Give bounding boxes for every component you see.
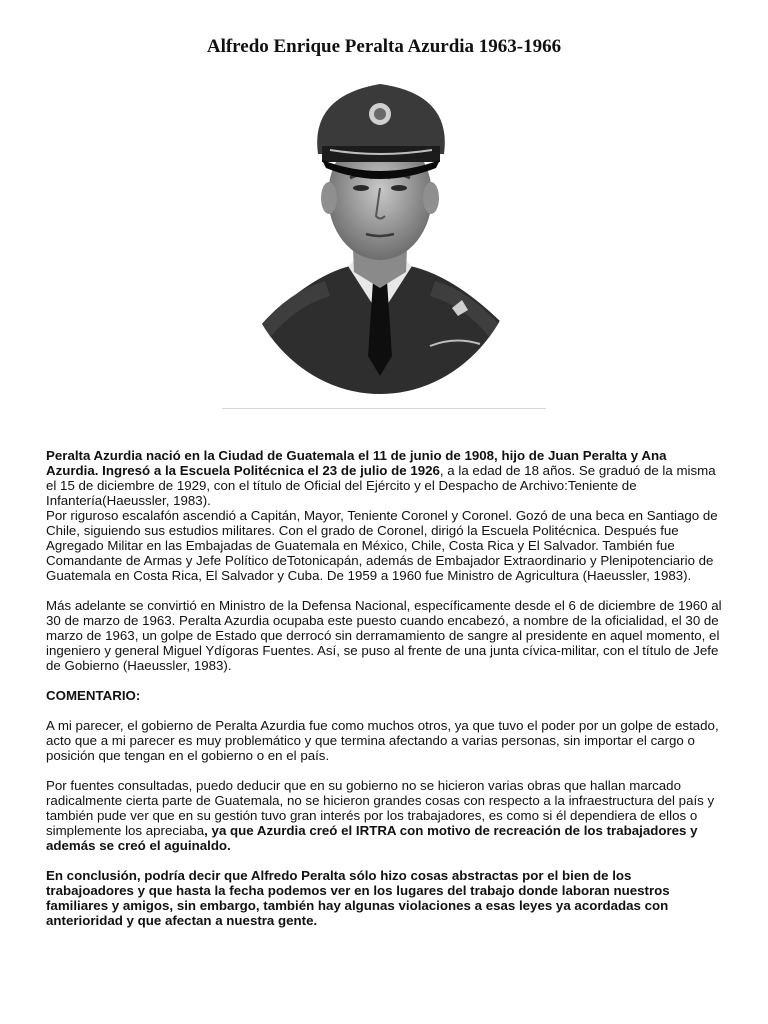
paragraph-sources-bold: , ya que Azurdia creó el IRTRA con motivo de recreación de los trabajadores y además se creó el aguinaldo. bbox=[46, 823, 698, 853]
paragraph-biography bbox=[46, 448, 722, 508]
paragraph-career: Por riguroso escalafón ascendió a Capitán, Mayor, Teniente Coronel y Coronel. Gozó de una beca en Santiago de Chile, siguiendo sus estudios militares. Con el grado de Coronel, dirigó la Escuela Politécnica. Después fue Agregado Militar en las Embajadas de Guatemala en México, Chile, Costa Rica y El Salvador. También fue Comandante de Armas y Jefe Político deTotonicapán, además de Embajador Extraordinario y Plenipotenciario de Guatemala en Costa Rica, El Salvador y Cuba. De 1959 a 1960 fue Ministro de Agricultura (Haeussler, 1983). bbox=[46, 508, 718, 583]
divider-line bbox=[222, 408, 546, 409]
page-title: Alfredo Enrique Peralta Azurdia 1963-1966 bbox=[206, 36, 562, 57]
document-body bbox=[46, 448, 722, 943]
paragraph-conclusion: En conclusión, podría decir que Alfredo Peralta sólo hizo cosas abstractas por el bien de los trabajoadores y que hasta la fecha podemos ver en los lugares del trabajo donde laboran nuestros familiares y amigos, sin embargo, también hay algunas violaciones a esas leyes ya acordadas con anterioridad y que afectan a nuestra gente. bbox=[46, 868, 670, 928]
portrait-photo bbox=[230, 76, 530, 394]
paragraph-biography-rest: , a la edad de 18 años. Se graduó de la misma el 15 de diciembre de 1929, con el título de Oficial del Ejército y el Despacho de Archivo:Teniente de Infantería(Haeussler, 1983). bbox=[46, 463, 716, 508]
section-heading-comentario: COMENTARIO: bbox=[46, 688, 141, 703]
paragraph-sources-normal: Por fuentes consultadas, puedo deducir que en su gobierno no se hicieron varias obras que hallan marcado radicalmente cierta parte de Guatemala, no se hicieron grandes cosas con respecto a la infraestructura del país y también pude ver que en su gestión tuvo gran interés por los trabajadores, es como si él dependiera de ellos o simplemente los apreciaba bbox=[46, 778, 715, 838]
paragraph-coup: Más adelante se convirtió en Ministro de la Defensa Nacional, específicamente desde el 6 de diciembre de 1960 al 30 de marzo de 1963. Peralta Azurdia ocupaba este puesto cuando encabezó, a nombre de la oficialidad, el 30 de marzo de 1963, un golpe de Estado que derrocó sin derramamiento de sangre al presidente en aquel momento, el ingeniero y general Miguel Ydígoras Fuentes. Así, se puso al frente de una junta cívica-militar, con el título de Jefe de Gobierno (Haeussler, 1983). bbox=[46, 598, 722, 673]
portrait-illustration bbox=[230, 76, 530, 394]
paragraph-sources bbox=[46, 778, 722, 853]
paragraph-opinion: A mi parecer, el gobierno de Peralta Azurdia fue como muchos otros, ya que tuvo el poder por un golpe de estado, acto que a mi parecer es muy problemático y que termina afectando a varias personas, sin importar el cargo o posición que tengan en el gobierno o en el país. bbox=[46, 718, 719, 763]
paragraph-biography-bold: Peralta Azurdia nació en la Ciudad de Guatemala el 11 de junio de 1908, hijo de Juan Peralta y Ana Azurdia. Ingresó a la Escuela Politécnica el 23 de julio de 1926 bbox=[46, 448, 667, 478]
